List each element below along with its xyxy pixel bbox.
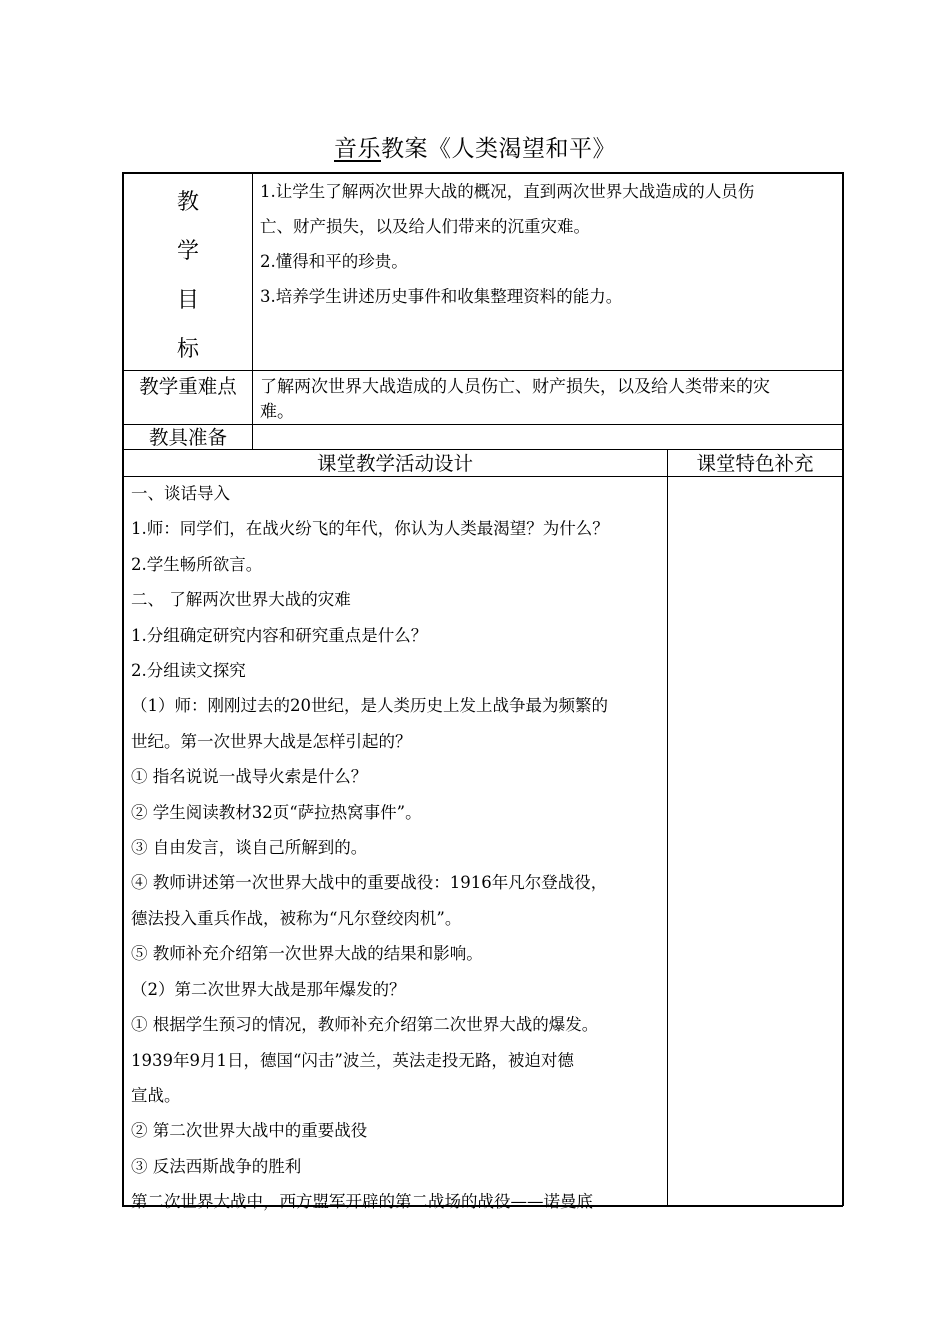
- objective-line: 1.让学生了解两次世界大战的概况，直到两次世界大战造成的人员伤: [260, 182, 755, 201]
- activity-line: 1.师：同学们，在战火纷飞的年代，你认为人类最渴望？为什么？: [131, 519, 609, 539]
- activity-line: （1）师：刚刚过去的20世纪，是人类历史上发上战争最为频繁的: [131, 696, 608, 716]
- activity-line: 二、 了解两次世界大战的灾难: [131, 590, 351, 610]
- activity-line: ① 指名说说一战导火索是什么？: [131, 767, 368, 787]
- key-difficulty-line: 难。: [260, 402, 294, 422]
- activity-line: （2）第二次世界大战是那年爆发的？: [131, 979, 406, 999]
- supplement-header: 课堂特色补充: [696, 452, 814, 475]
- objectives-label: [123, 178, 253, 374]
- supplement-content: [668, 477, 842, 1205]
- activity-line: 宣战。: [131, 1085, 181, 1105]
- document-title: [0, 132, 950, 166]
- key-difficulty-content: [260, 375, 840, 425]
- activity-line: 一、谈话导入: [131, 484, 230, 503]
- table-line-right: [842, 172, 844, 1206]
- objectives-content: [260, 174, 840, 314]
- activity-line: 1.分组确定研究内容和研究重点是什么？: [131, 625, 428, 645]
- activity-line: ② 第二次世界大战中的重要战役: [131, 1121, 368, 1141]
- activity-line: ④ 教师讲述第一次世界大战中的重要战役：1916年凡尔登战役，: [131, 873, 608, 893]
- activity-line: 2.分组读文探究: [131, 661, 246, 681]
- title-underlined: 音乐: [334, 136, 381, 162]
- objectives-label-char: 目: [176, 288, 199, 313]
- objective-line: 亡、财产损失，以及给人们带来的沉重灾难。: [260, 217, 590, 236]
- key-difficulty-label: 教学重难点: [139, 375, 237, 398]
- activity-line: 第二次世界大战中，西方盟军开辟的第二战场的战役——诺曼底: [131, 1192, 593, 1212]
- activity-line: ① 根据学生预习的情况，教师补充介绍第二次世界大战的爆发。: [131, 1015, 599, 1035]
- key-difficulty-line: 了解两次世界大战造成的人员伤亡、财产损失，以及给人类带来的灾: [260, 377, 770, 397]
- title-rest: 教案《人类渴望和平》: [381, 136, 616, 162]
- activity-line: ⑤ 教师补充介绍第一次世界大战的结果和影响。: [131, 944, 483, 964]
- objectives-label-char: 标: [176, 337, 199, 362]
- objectives-label-char: 学: [176, 239, 199, 264]
- activity-line: 1939年9月1日，德国“闪击”波兰，英法走投无路，被迫对德: [131, 1050, 574, 1070]
- activity-design-header: 课堂教学活动设计: [316, 452, 473, 475]
- activity-line: ③ 自由发言，谈自己所解到的。: [131, 838, 368, 858]
- activity-content: [131, 476, 663, 1220]
- tools-label: 教具准备: [148, 426, 227, 449]
- objective-line: 2.懂得和平的珍贵。: [260, 252, 408, 271]
- activity-line: 德法投入重兵作战，被称为“凡尔登绞肉机”。: [131, 908, 462, 928]
- activity-line: ② 学生阅读教材32页“萨拉热窝事件”。: [131, 802, 422, 822]
- activity-line: 世纪。第一次世界大战是怎样引起的？: [131, 731, 412, 751]
- objective-line: 3.培养学生讲述历史事件和收集整理资料的能力。: [260, 287, 623, 306]
- objectives-label-char: 教: [176, 190, 199, 215]
- activity-line: ③ 反法西斯战争的胜利: [131, 1156, 302, 1176]
- activity-line: 2.学生畅所欲言。: [131, 554, 263, 574]
